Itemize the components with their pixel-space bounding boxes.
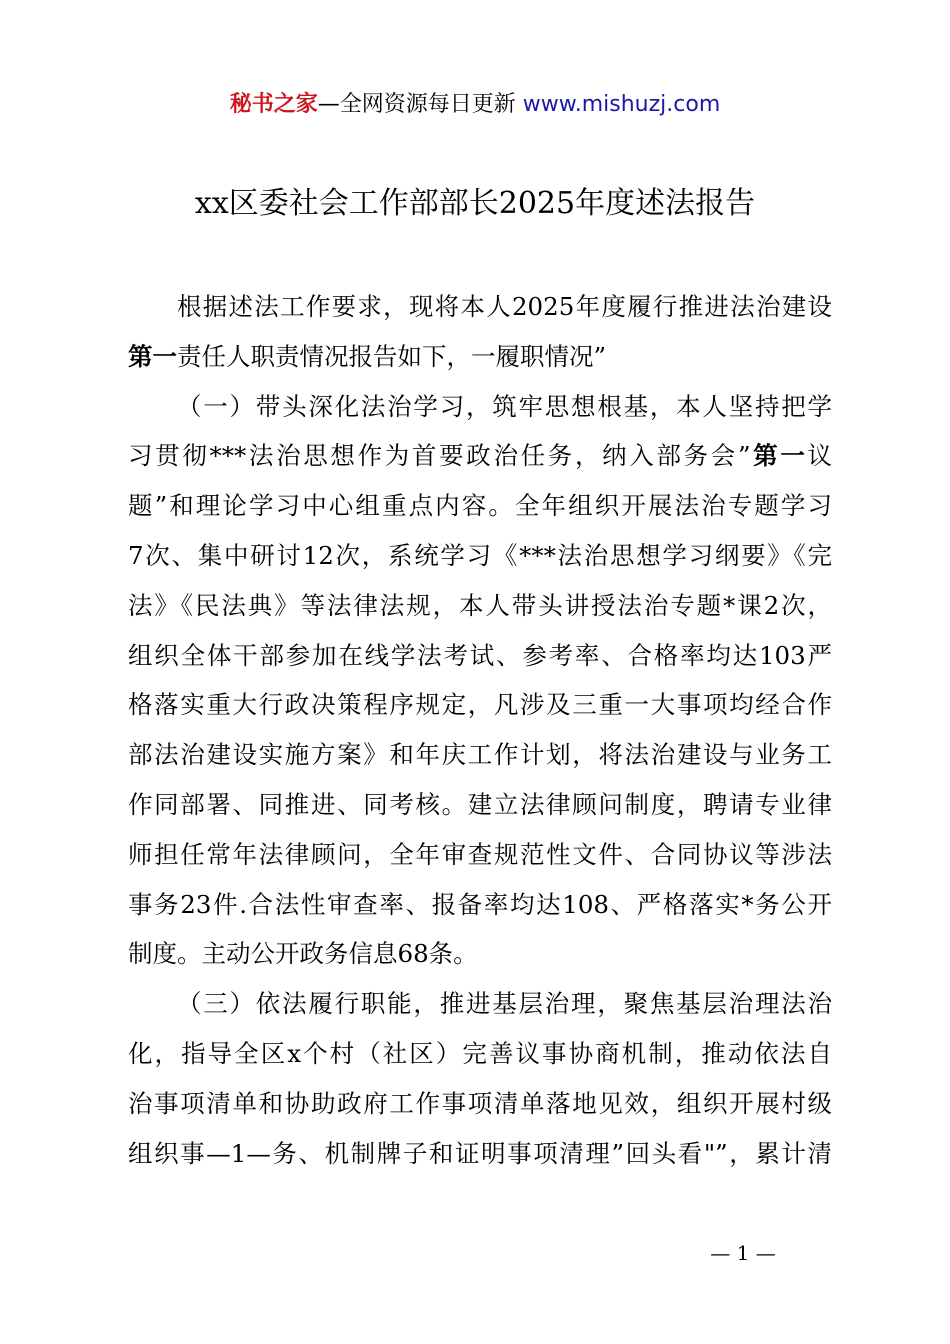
brand-name: 秘书之家 bbox=[229, 92, 318, 117]
text-line: 法》《民法典》等法律法规，本人带头讲授法治专题*课2次， bbox=[128, 590, 832, 620]
paragraph-section-1 bbox=[128, 382, 832, 980]
text-span: 习贯彻***法治思想作为首要政治任务，纳入部务会” bbox=[128, 441, 751, 471]
text-line: 根据述法工作要求，现将本人2025年度履行推进法治建设 bbox=[177, 292, 832, 321]
bold-text: 第一 bbox=[750, 441, 808, 471]
text-line: 事务23件.合法性审查率、报备率均达108、严格落实*务公开 bbox=[128, 889, 832, 919]
text-line: 师担任常年法律顾问，全年审查规范性文件、合同协议等涉法 bbox=[128, 839, 832, 869]
site-header bbox=[0, 88, 950, 122]
text-line: 格落实重大行政决策程序规定，凡涉及三重一大事项均经合作 bbox=[128, 690, 832, 720]
text-line: 治事项清单和协助政府工作事项清单落地见效，组织开展村级 bbox=[128, 1088, 832, 1118]
text-line bbox=[128, 332, 832, 382]
text-line bbox=[128, 431, 832, 481]
text-line: 组织事—1—务、机制牌子和证明事项清理”回头看"”，累计清 bbox=[128, 1138, 832, 1168]
text-line: 制度。主动公开政务信息68条。 bbox=[128, 939, 478, 969]
bold-text: 第一 bbox=[128, 341, 177, 371]
text-line: 7次、集中研讨12次，系统学习《***法治思想学习纲要》《完 bbox=[128, 540, 832, 570]
header-tagline: —全网资源每日更新 bbox=[317, 92, 516, 117]
page-number: — 1 — bbox=[710, 1241, 776, 1265]
text-line: 组织全体干部参加在线学法考试、参考率、合格率均达103严 bbox=[128, 640, 832, 670]
document-body bbox=[128, 282, 832, 1178]
paragraph-section-3 bbox=[128, 979, 832, 1178]
text-span: 责任人职责情况报告如下，一履职情况” bbox=[177, 341, 607, 371]
text-line: 化，指导全区x个村（社区）完善议事协商机制，推动依法自 bbox=[128, 1038, 832, 1068]
text-line: （一）带头深化法治学习，筑牢思想根基，本人坚持把学 bbox=[177, 391, 832, 421]
site-url-link[interactable]: www.mishuzj.com bbox=[522, 92, 721, 117]
text-line: （三）依法履行职能，推进基层治理，聚焦基层治理法治 bbox=[177, 989, 832, 1019]
paragraph-intro bbox=[128, 282, 832, 382]
text-line: 作同部署、同推进、同考核。建立法律顾问制度，聘请专业律 bbox=[128, 789, 832, 819]
text-line: 部法治建设实施方案》和年庆工作计划，将法治建设与业务工 bbox=[128, 740, 832, 770]
text-span: 议 bbox=[807, 441, 832, 471]
text-line: 题”和理论学习中心组重点内容。全年组织开展法治专题学习 bbox=[128, 491, 832, 521]
document-title: xx区委社会工作部部长2025年度述法报告 bbox=[194, 186, 756, 221]
